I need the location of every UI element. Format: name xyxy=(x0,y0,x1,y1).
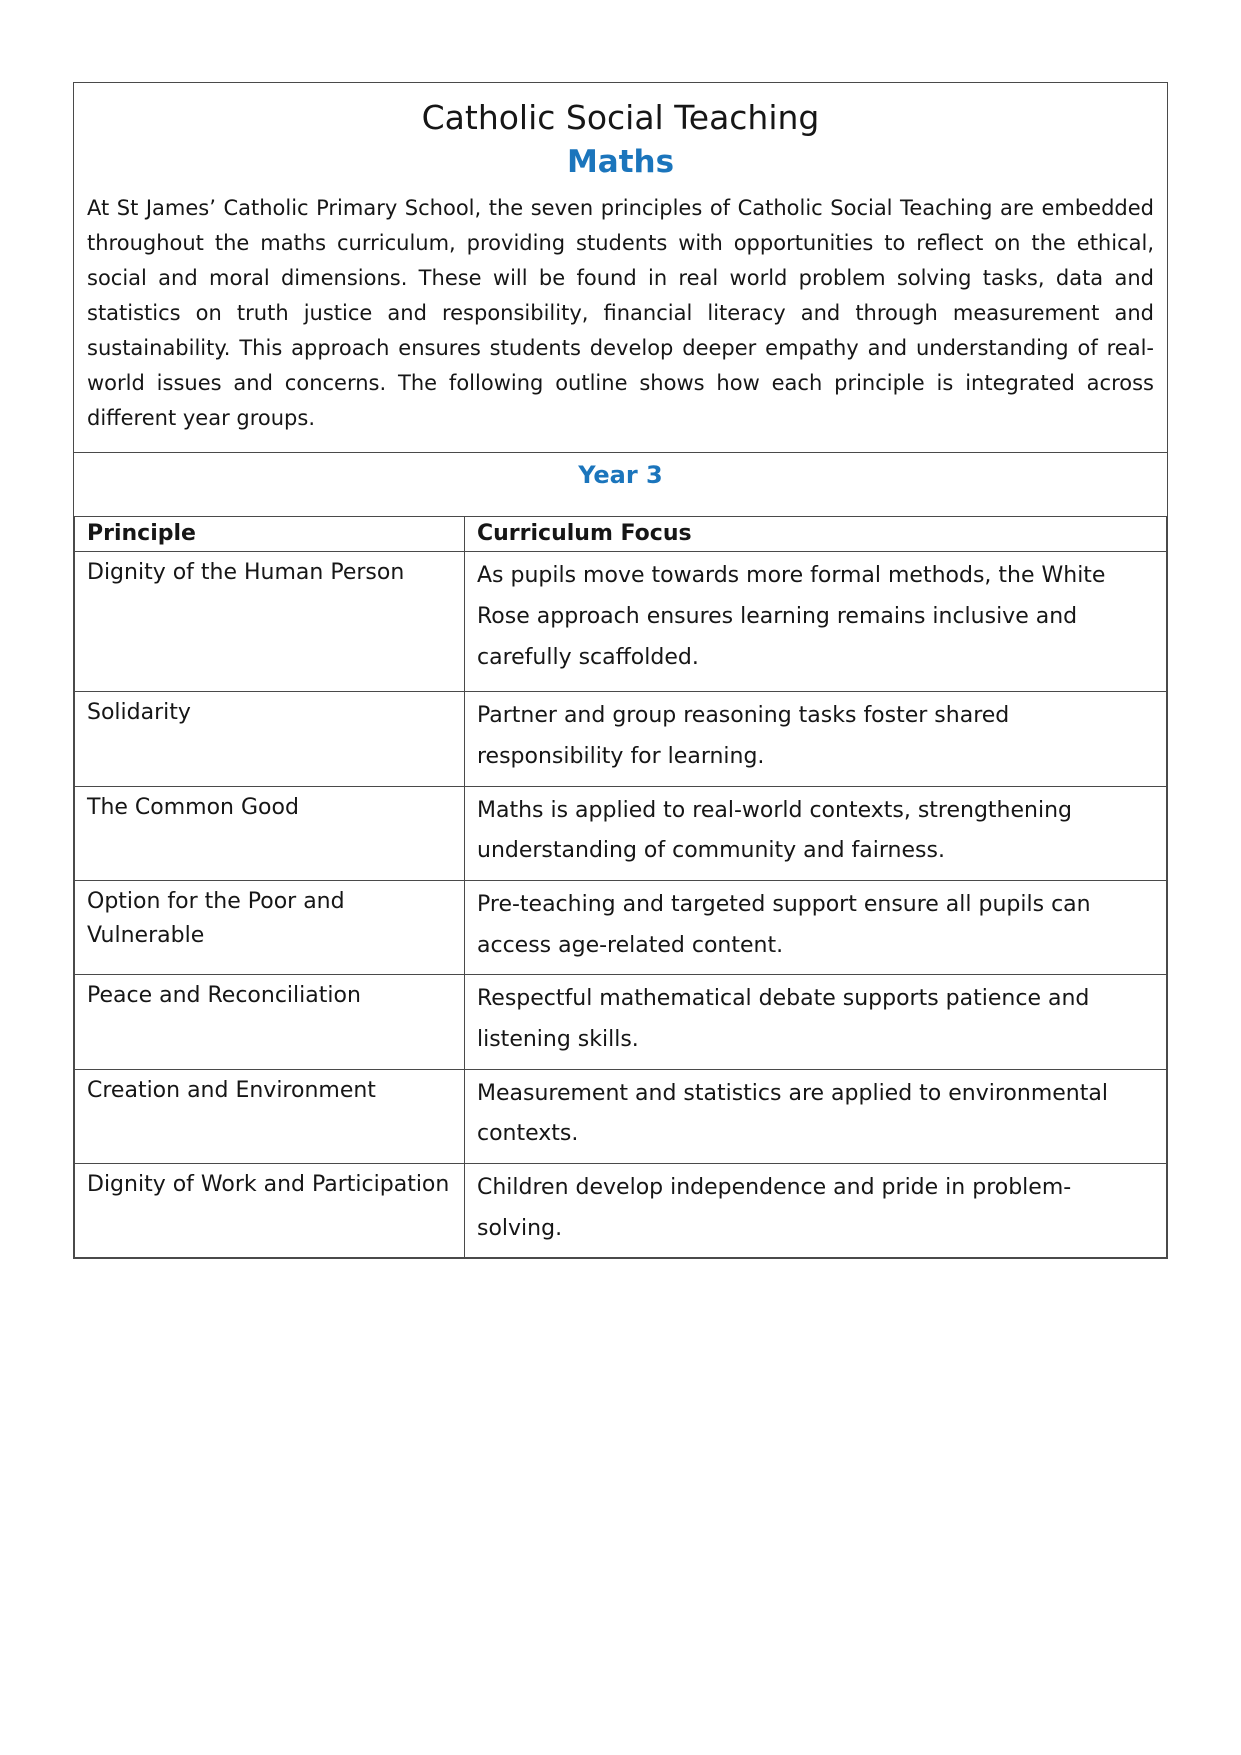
document-subtitle: Maths xyxy=(566,143,675,180)
column-header-curriculum-focus: Curriculum Focus xyxy=(465,517,1167,552)
principle-cell: Peace and Reconciliation xyxy=(75,975,465,1069)
focus-cell: Pre-teaching and targeted support ensure all pupils can access age-related content. xyxy=(465,880,1167,974)
principle-cell: Dignity of the Human Person xyxy=(75,552,465,692)
principle-cell: Option for the Poor and Vulnerable xyxy=(75,880,465,974)
year-heading: Year 3 xyxy=(74,452,1167,516)
table-row xyxy=(75,975,1167,1069)
table-row xyxy=(75,692,1167,786)
intro-paragraph: At St James’ Catholic Primary School, the seven principles of Catholic Social Teaching are embedded throughout the maths curriculum, providing students with opportunities to reflect on the ethical, social and moral dimensions. These will be found in real world problem solving tasks, data and statistics on truth justice and responsibility, financial literacy and through measurement and sustainability. This approach ensures students develop deeper empathy and understanding of real-world issues and concerns. The following outline shows how each principle is integrated across different year groups. xyxy=(87,196,1154,431)
intro-section xyxy=(74,83,1167,452)
table-header-row xyxy=(75,517,1167,552)
table-row xyxy=(75,1164,1167,1258)
table-row xyxy=(75,880,1167,974)
document-title: Catholic Social Teaching xyxy=(421,98,820,137)
column-header-principle: Principle xyxy=(75,517,465,552)
principle-cell: Dignity of Work and Participation xyxy=(75,1164,465,1258)
focus-cell: Measurement and statistics are applied to environmental contexts. xyxy=(465,1069,1167,1163)
document-page xyxy=(73,82,1168,1259)
focus-cell: Partner and group reasoning tasks foster shared responsibility for learning. xyxy=(465,692,1167,786)
focus-cell: Maths is applied to real-world contexts, strengthening understanding of community and fairness. xyxy=(465,786,1167,880)
principle-cell: Solidarity xyxy=(75,692,465,786)
principle-cell: Creation and Environment xyxy=(75,1069,465,1163)
focus-cell: Respectful mathematical debate supports patience and listening skills. xyxy=(465,975,1167,1069)
principle-cell: The Common Good xyxy=(75,786,465,880)
table-row xyxy=(75,786,1167,880)
focus-cell: Children develop independence and pride in problem-solving. xyxy=(465,1164,1167,1258)
focus-cell: As pupils move towards more formal methods, the White Rose approach ensures learning remains inclusive and carefully scaffolded. xyxy=(465,552,1167,692)
table-row xyxy=(75,552,1167,692)
curriculum-table xyxy=(74,516,1167,1258)
table-row xyxy=(75,1069,1167,1163)
